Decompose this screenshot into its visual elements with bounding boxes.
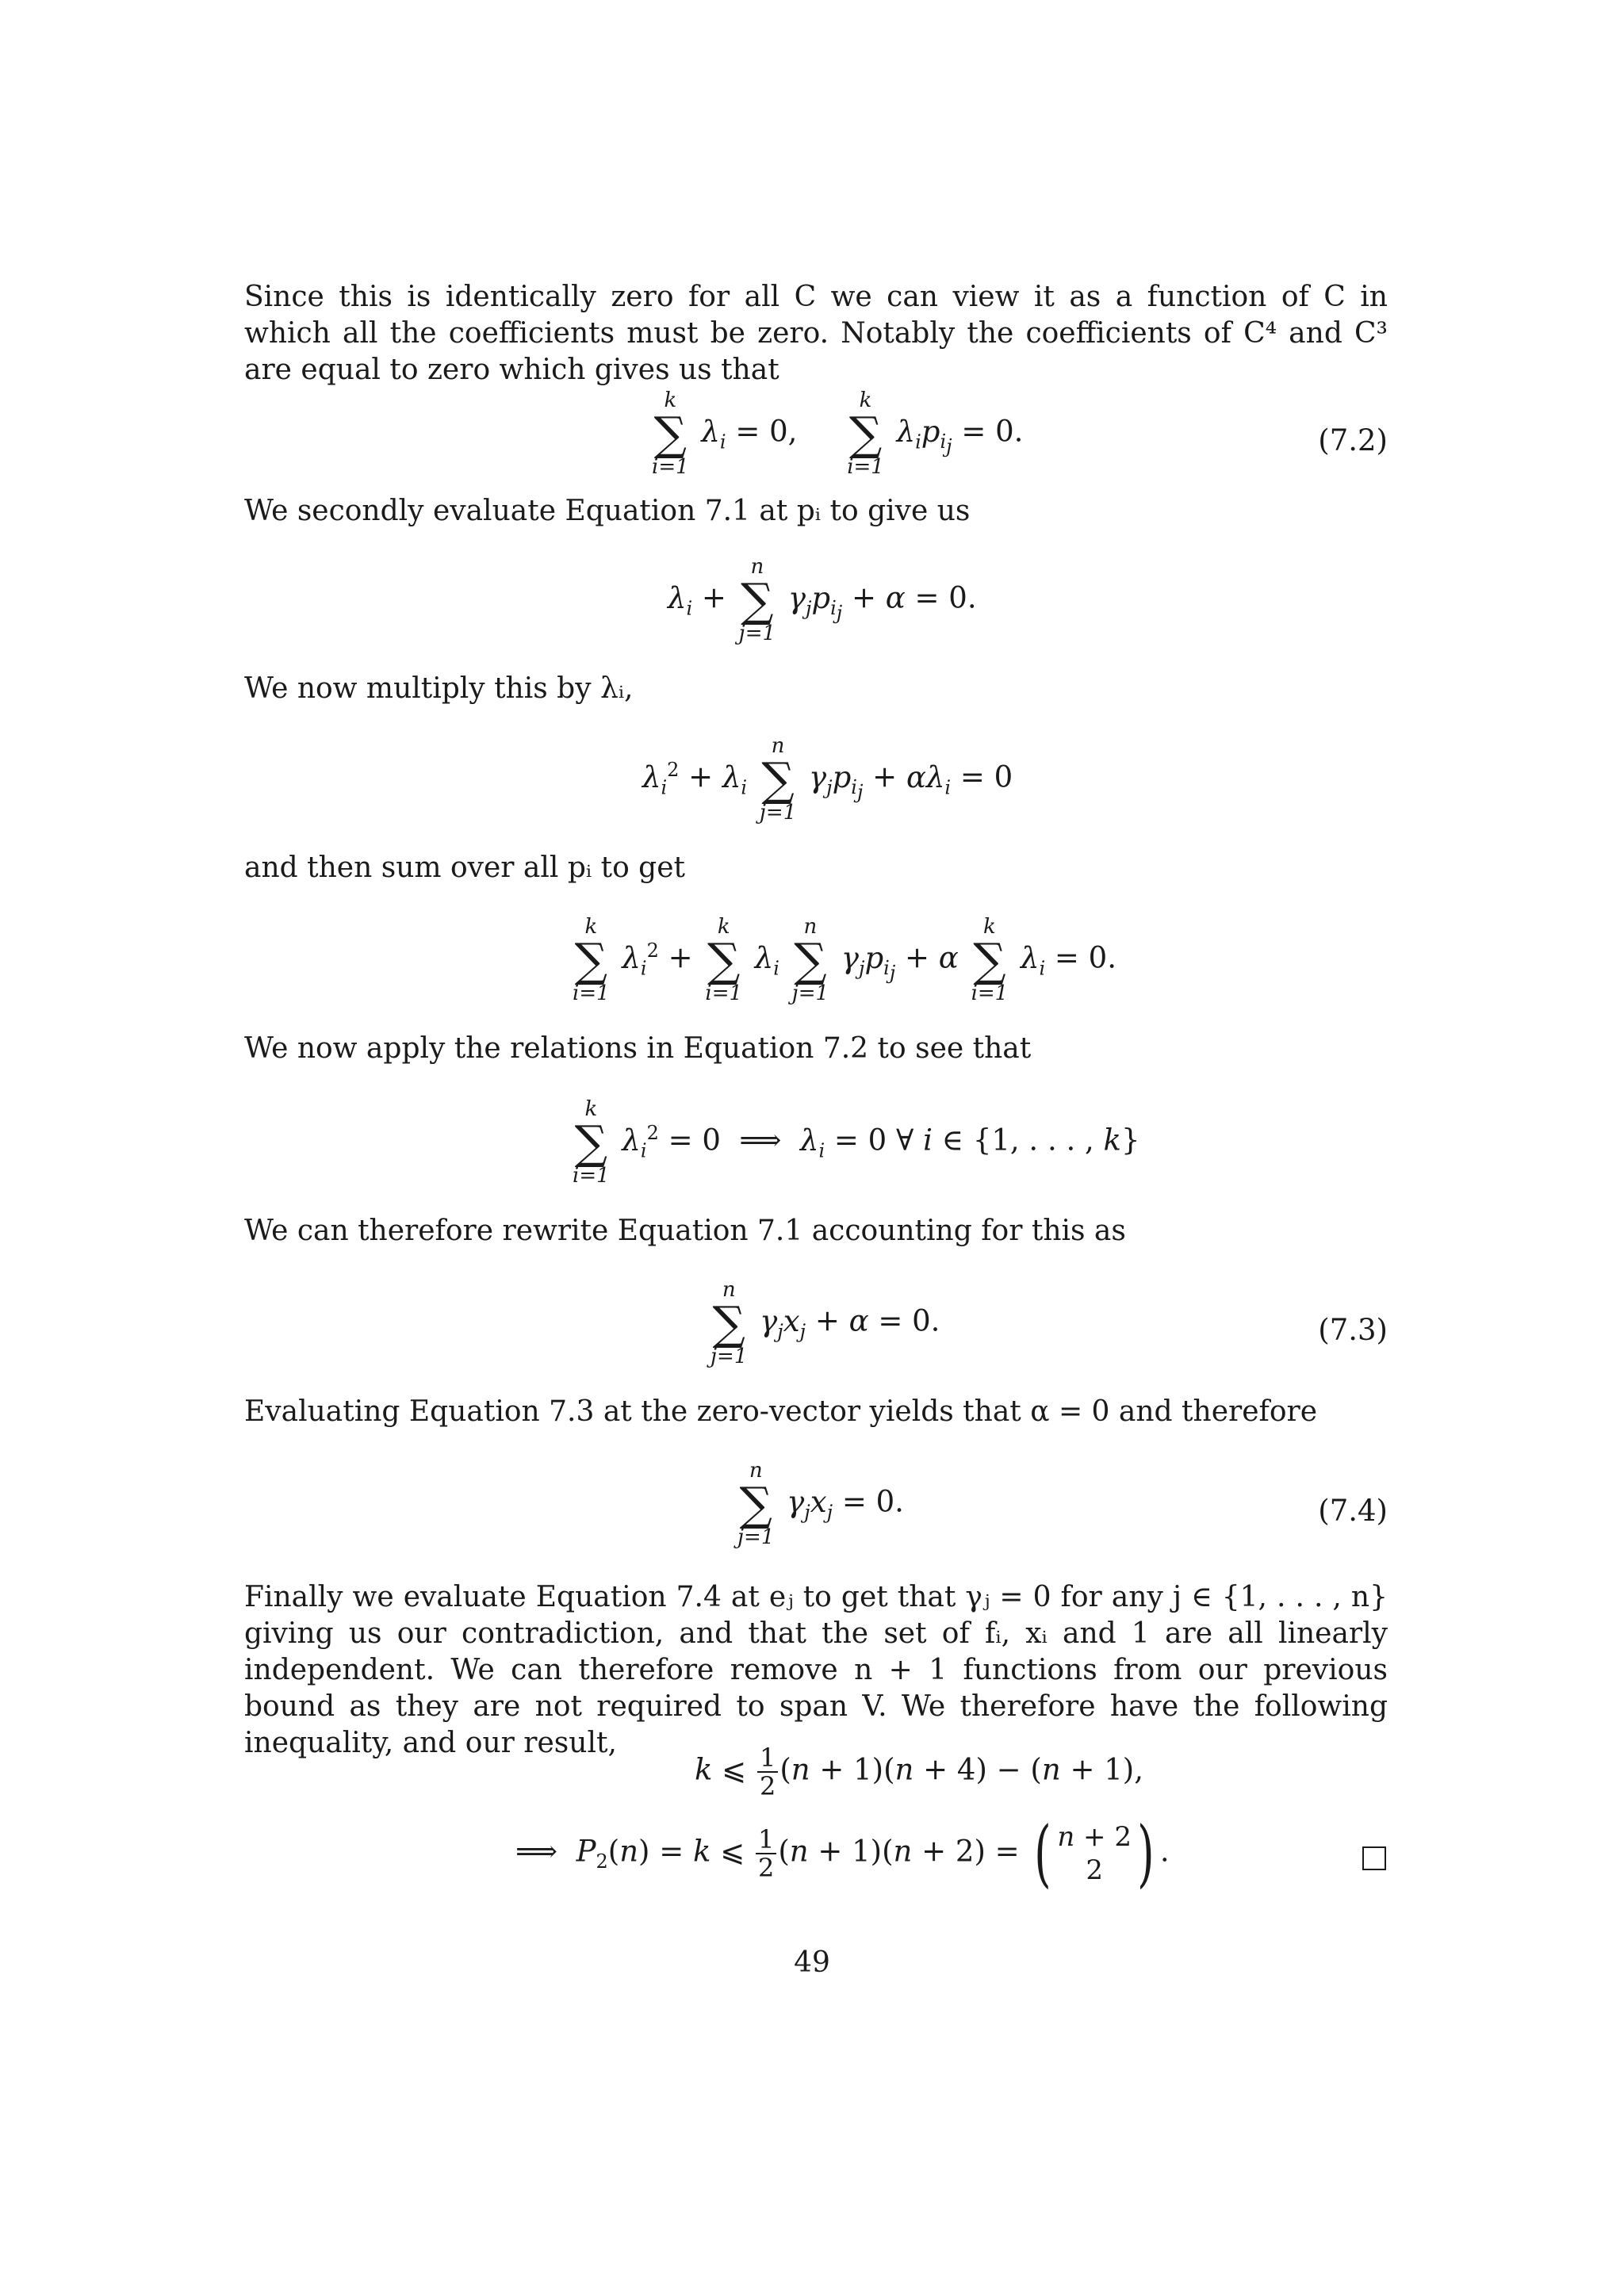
equation-number-7-4: (7.4) xyxy=(1318,1494,1388,1528)
qed-square xyxy=(1362,1846,1386,1870)
equation-number-7-3: (7.3) xyxy=(1318,1313,1388,1347)
paragraph-6 xyxy=(244,1213,1388,1249)
equation-summed-body: k ∑ i=1 $\lambda_i^2$ + k ∑ i=1 $\lambda_i$ n ∑ j=1 $\gamma_jp_{i_j} + \alpha$ k ∑ i=1 $\lambda_i = 0$. xyxy=(573,915,1116,1005)
equation-final-line-2: ⟹ $P_2(n) = k$ ⩽ $\frac{1}{2}$ (n + 1)(n + 2) = ( n + 2 2 ) . xyxy=(515,1811,1170,1896)
equation-multiplied-body: $\lambda_i^2 + \lambda_i$ n ∑ j=1 $\gamma_jp_{i_j} + \alpha\lambda_i = 0$ xyxy=(642,734,1013,825)
paragraph-2 xyxy=(244,493,1388,530)
equation-number-7-2: (7.2) xyxy=(1318,423,1388,457)
paragraph-8 xyxy=(244,1579,1388,1762)
paragraph-6-text: We can therefore rewrite Equation 7.1 accounting for this as xyxy=(244,1215,1126,1247)
paragraph-5-text: We now apply the relations in Equation 7.2 to see that xyxy=(244,1032,1032,1065)
paragraph-4-text: and then sum over all pᵢ to get xyxy=(244,851,685,884)
paragraph-2-text: We secondly evaluate Equation 7.1 at pᵢ to give us xyxy=(244,495,971,527)
equation-7-2-body: k ∑ i=1 $\lambda_i = 0$, k ∑ i=1 $\lambda_ip_{i_j} = 0$. xyxy=(652,388,1024,479)
equation-final-line-1: k ⩽ $\frac{1}{2}$ (n + 1)(n + 4) − (n + 1), xyxy=(695,1743,1143,1801)
paragraph-7-text: Evaluating Equation 7.3 at the zero-vector yields that α = 0 and therefore xyxy=(244,1395,1318,1428)
paragraph-7 xyxy=(244,1394,1388,1430)
page-number: 49 xyxy=(794,1946,830,1979)
equation-7-3-body: n ∑ j=1 $\gamma_jx_j + \alpha = 0$. xyxy=(710,1278,940,1368)
paragraph-1 xyxy=(244,279,1388,388)
paragraph-3 xyxy=(244,671,1388,707)
paragraph-8-text: Finally we evaluate Equation 7.4 at eⱼ to get that γⱼ = 0 for any j ∈ {1, . . . , n} giving us our contradiction, and that the set of fᵢ, xᵢ and 1 are all linearly independent. We can therefore remove n + 1 functions from our previous bound as they are not required to span V. We therefore have the following inequality, and our result, xyxy=(244,1581,1388,1759)
paragraph-3-text: We now multiply this by λᵢ, xyxy=(244,672,634,705)
paragraph-1-text: Since this is identically zero for all C we can view it as a function of C in which all the coefficients must be zero. Notably the coefficients of C⁴ and C³ are equal to zero which gives us that xyxy=(244,281,1388,386)
equation-evaluated-at-p-body: $\lambda_i$ + n ∑ j=1 $\gamma_jp_{i_j} + \alpha = 0$. xyxy=(668,555,977,645)
paragraph-5 xyxy=(244,1031,1388,1067)
equation-implies-zero-body: k ∑ i=1 $\lambda_i^2 = 0$ ⟹ $\lambda_i = 0$ ∀ i ∈ {1, . . . , k} xyxy=(573,1097,1140,1188)
paragraph-4 xyxy=(244,850,1388,886)
equation-7-4-body: n ∑ j=1 $\gamma_jx_j = 0$. xyxy=(737,1459,904,1549)
